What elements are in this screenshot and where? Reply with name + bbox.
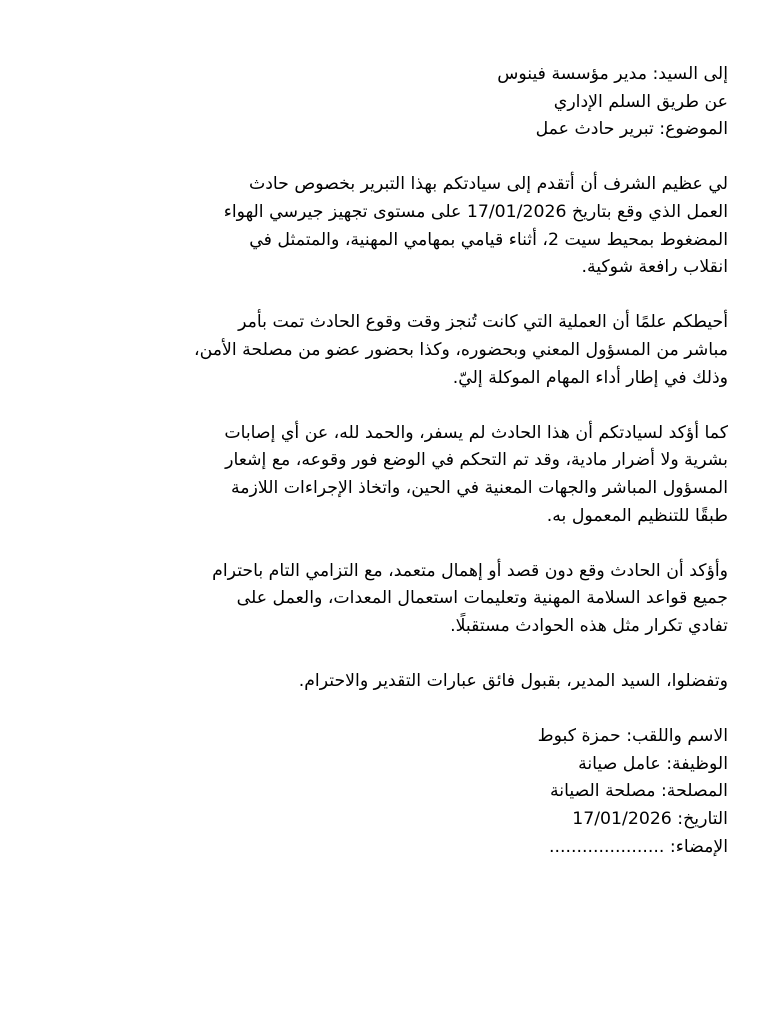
paragraph-line: مباشر من المسؤول المعني وبحضوره، وكذا بحضور عضو من مصلحة الأمن، bbox=[194, 339, 728, 360]
job-line: الوظيفة: عامل صيانة bbox=[578, 753, 728, 774]
date-line: التاريخ: 17/01/2026 bbox=[572, 809, 728, 830]
signature-block bbox=[40, 723, 728, 861]
paragraph-line: جميع قواعد السلامة المهنية وتعليمات استعمال المعدات، والعمل على bbox=[236, 588, 728, 609]
paragraph-line: لي عظيم الشرف أن أتقدم إلى سيادتكم بهذا التبرير بخصوص حادث bbox=[248, 174, 728, 195]
letter-header bbox=[40, 61, 728, 144]
paragraph-line: بشرية ولا أضرار مادية، وقد تم التحكم في الوضع فور وقوعه، مع إشعار bbox=[225, 450, 728, 471]
paragraph-authorization bbox=[40, 309, 728, 392]
paragraph-no-injuries bbox=[40, 420, 728, 530]
paragraph-line: تفادي تكرار مثل هذه الحوادث مستقبلًا. bbox=[450, 615, 728, 636]
department-line: المصلحة: مصلحة الصيانة bbox=[550, 781, 728, 802]
letter-body bbox=[40, 61, 728, 861]
paragraph-line: العمل الذي وقع بتاريخ 17/01/2026 على مستوى تجهيز جيرسي الهواء bbox=[223, 201, 728, 222]
paragraph-line: انقلاب رافعة شوكية. bbox=[581, 257, 728, 278]
via-line: عن طريق السلم الإداري bbox=[553, 91, 728, 112]
name-line: الاسم واللقب: حمزة كبوط bbox=[537, 726, 728, 747]
paragraph-commitment bbox=[40, 558, 728, 641]
signature-line: الإمضاء: ..................... bbox=[549, 836, 728, 857]
paragraph-line: طبقًا للتنظيم المعمول به. bbox=[546, 505, 728, 526]
paragraph-line: كما أؤكد لسيادتكم أن هذا الحادث لم يسفر، والحمد لله، عن أي إصابات bbox=[224, 422, 728, 443]
closing-line: وتفضلوا، السيد المدير، بقبول فائق عبارات التقدير والاحترام. bbox=[298, 671, 728, 692]
paragraph-line: المسؤول المباشر والجهات المعنية في الحين، واتخاذ الإجراءات اللازمة bbox=[231, 477, 728, 498]
paragraph-line: أحيطكم علمًا أن العملية التي كانت تُنجز وقت وقوع الحادث تمت بأمر bbox=[238, 312, 728, 333]
paragraph-line: وذلك في إطار أداء المهام الموكلة إليّ. bbox=[452, 367, 728, 388]
subject-line: الموضوع: تبرير حادث عمل bbox=[535, 119, 728, 140]
recipient-line: إلى السيد: مدير مؤسسة فينوس bbox=[497, 64, 728, 84]
paragraph-line: المضغوط بمحيط سيت 2، أثناء قيامي بمهامي المهنية، والمتمثل في bbox=[249, 229, 728, 250]
paragraph-incident-description bbox=[40, 171, 728, 281]
paragraph-line: وأؤكد أن الحادث وقع دون قصد أو إهمال متعمد، مع التزامي التام باحترام bbox=[212, 560, 728, 581]
